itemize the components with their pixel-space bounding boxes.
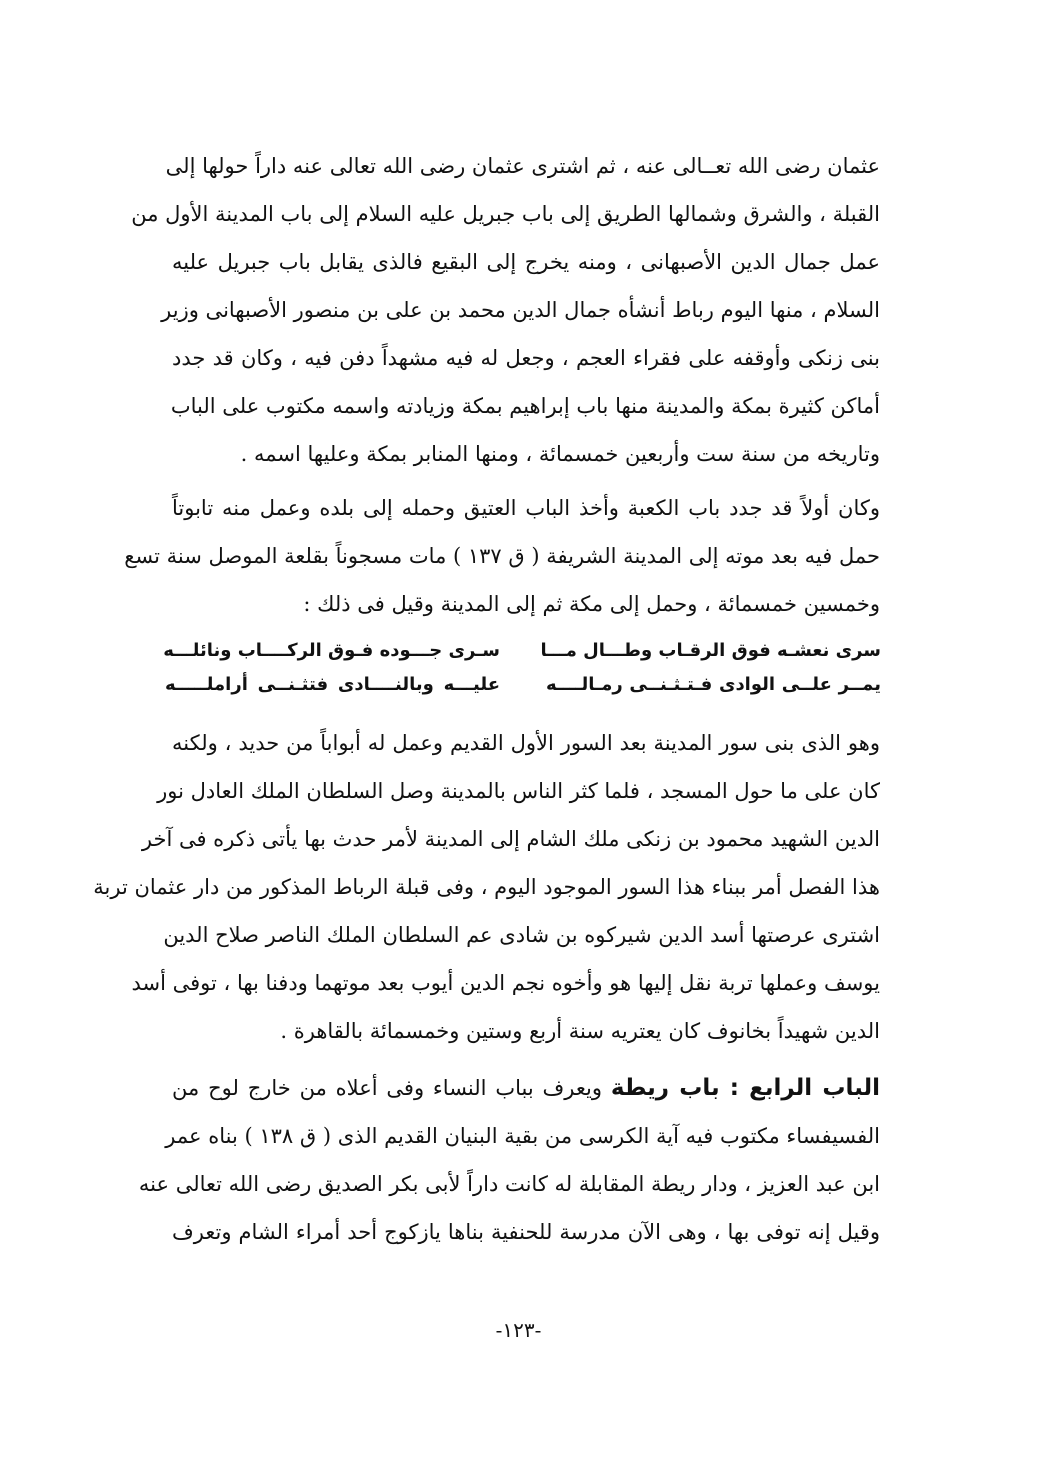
paragraph-1 — [131, 142, 880, 478]
text-line: وتاريخه من سنة ست وأربعين خمسمائة ، ومنها المنابر بمكة وعليها اسمه . — [240, 442, 880, 466]
text-line: حمل فيه بعد موته إلى المدينة الشريفة ( ق ١٣٧ ) مات مسجوناً بقلعة الموصل سنة تسع — [124, 544, 880, 568]
chapter-paragraph — [138, 1064, 880, 1256]
chapter-first-line-text: ويعرف بباب النساء وفى أعلاه من خارج لوح من — [172, 1076, 611, 1100]
text-line: وهو الذى بنى سور المدينة بعد السور الأول القديم وعمل له أبواباً من حديد ، ولكنه — [172, 731, 880, 755]
chapter-heading: الباب الرابع : باب ريطة — [610, 1075, 880, 1101]
text-line: وكان أولاً قد جدد باب الكعبة وأخذ الباب العتيق وحمله إلى بلده وعمل منه تابوتاً — [172, 496, 880, 520]
text-line: وخمسين خمسمائة ، وحمل إلى مكة ثم إلى المدينة وقيل فى ذلك : — [303, 592, 880, 616]
poem-second-hemistich: سـرى جـــوده فـوق الركــــاب ونائلـــه — [163, 640, 500, 661]
poem-verse — [165, 634, 881, 668]
text-line: بنى زنكى وأوقفه على فقراء العجم ، وجعل له فيه مشهداً دفن فيه ، وكان قد جدد — [172, 346, 880, 370]
poem-verse — [165, 668, 881, 702]
text-line: هذا الفصل أمر ببناء هذا السور الموجود اليوم ، وفى قبلة الرباط المذكور من دار عثمان تربة — [93, 875, 880, 899]
text-line: الدين شهيداً بخانوف كان يعتريه سنة أربع وستين وخمسمائة بالقاهرة . — [280, 1019, 880, 1043]
paragraph-2 — [124, 484, 880, 628]
paragraph-3 — [93, 719, 880, 1055]
text-line: أماكن كثيرة بمكة والمدينة منها باب إبراهيم بمكة وزيادته واسمه مكتوب على الباب — [170, 394, 880, 418]
text-line: عمل جمال الدين الأصبهانى ، ومنه يخرج إلى البقيع فالذى يقابل باب جبريل عليه — [172, 250, 880, 274]
poem-first-hemistich: سرى نعشـه فوق الرقـاب وطـــال مـــا — [540, 640, 881, 661]
page-number: -١٢٣- — [495, 1318, 542, 1342]
text-line: ابن عبد العزيز ، ودار ريطة المقابلة له كانت داراً لأبى بكر الصديق رضى الله تعالى عنه — [138, 1172, 880, 1196]
text-line: عثمان رضى الله تعــالى عنه ، ثم اشترى عثمان رضى الله تعالى عنه داراً حولها إلى — [165, 154, 880, 178]
text-line: كان على ما حول المسجد ، فلما كثر الناس بالمدينة وصل السلطان الملك العادل نور — [157, 779, 880, 803]
poem-first-hemistich: يمــر علــى الوادى فـتـثـنــى رمـالــــه — [546, 674, 881, 695]
text-line: القبلة ، والشرق وشمالها الطريق إلى باب جبريل عليه السلام إلى باب المدينة الأول من — [131, 202, 880, 226]
text-line: وقيل إنه توفى بها ، وهى الآن مدرسة للحنفية بناها يازكوج أحد أمراء الشام وتعرف — [172, 1220, 880, 1244]
text-line: الدين الشهيد محمود بن زنكى ملك الشام إلى المدينة لأمر حدث بها يأتى ذكره فى آخر — [141, 827, 880, 851]
text-line: اشترى عرصتها أسد الدين شيركوه بن شادى عم السلطان الملك الناصر صلاح الدين — [163, 923, 880, 947]
text-line: السلام ، منها اليوم رباط أنشأه جمال الدين محمد بن على بن منصور الأصبهانى وزير — [161, 298, 880, 322]
chapter-first-line — [172, 1064, 880, 1112]
text-line: يوسف وعملها تربة نقل إليها هو وأخوه نجم الدين أيوب بعد موتهما ودفنا بها ، توفى أسد — [131, 971, 880, 995]
poem-verses — [165, 634, 881, 702]
poem-second-hemistich: عليـــه وبالنــــادى فتثـنــى أراملـــــه — [165, 674, 500, 695]
text-line: الفسيفساء مكتوب فيه آية الكرسى من بقية البنيان القديم الذى ( ق ١٣٨ ) بناه عمر — [165, 1124, 880, 1148]
